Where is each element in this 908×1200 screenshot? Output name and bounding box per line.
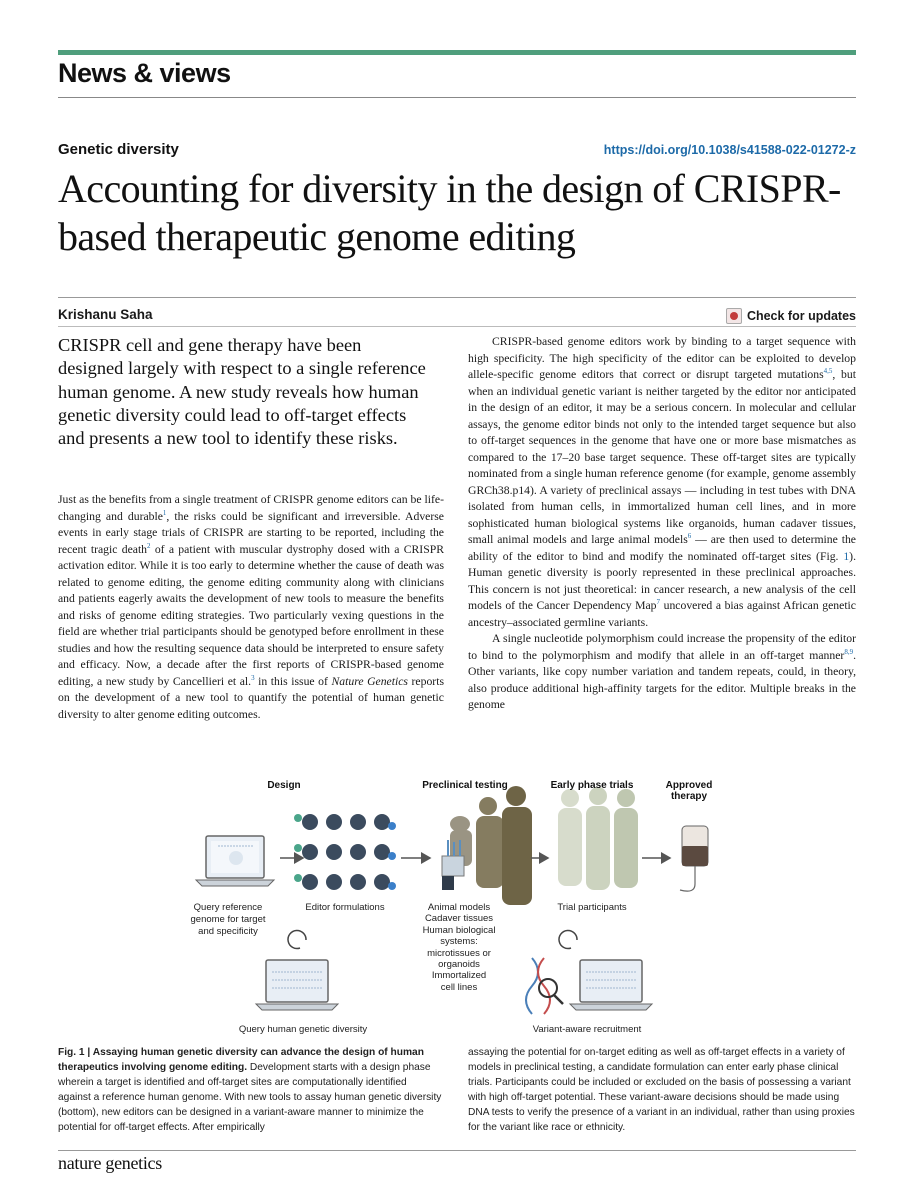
article-title: Accounting for diversity in the design of CRISPR-based therapeutic genome editing bbox=[58, 166, 841, 259]
body-column-right bbox=[468, 334, 856, 714]
figure-1 bbox=[58, 776, 856, 1044]
figure-header-design: Design bbox=[267, 780, 301, 791]
figure-header-preclinical: Preclinical testing bbox=[422, 780, 508, 791]
figure-caption-right: assaying the potential for on-target editing as well as off-target effects in a variety of models in preclinical testing, a candidate formulation can enter early phase clinical trials. Participants could be included or excluded on the basis of possessing a variant with high off-target potential. These variant-aware decisions should be made using DNA tests to verify the presence of a variant in an individual, rather than using proxies for the variant like race or ethnicity. bbox=[468, 1047, 855, 1134]
header-divider bbox=[58, 97, 856, 98]
figure-header-approved: Approved therapy bbox=[665, 780, 713, 802]
figure-label-query-reference: Query reference genome for target and specificity bbox=[190, 902, 266, 937]
body-paragraph: CRISPR-based genome editors work by binding to a target sequence with high specificity. The high specificity of the editor can be exploited to develop allele-specific genome editors that correct or disrupt targeted mutations$^{4,5}$, but when an individual genetic variant is neither targeted by the editor nor anticipated in the design of an editor, it may be a serious concern. In molecular and cellular assays, the genome editor binds not only to the intended target sequence but also to off-target sequences in the genome that have one or more base mismatches as compared to the 17–20 base target sequence. These off-target sites are typically nominated from a single human reference genome (for example, genome assembly GRCh38.p14). A variety of preclinical assays — including in test tubes with DNA isolated from human cells, in immortalized human cell lines, and in more sophisticated human biological systems like organoids, human cadaver tissues, small animal models and large animal models$^6$ — are then used to determine the ability of the editor to bind and modify the nominated off-target sites (Fig. 1). Human genetic diversity is poorly represented in these preclinical approaches. This concern is not just theoretical: in cancer research, a new analysis of the cell models of the Cancer Dependency Map$^7$ uncovered a bias against African genetic ancestry–associated germline variants. bbox=[468, 335, 856, 629]
body-column-left bbox=[58, 492, 444, 723]
figure-link[interactable]: 1 bbox=[843, 549, 850, 563]
title-divider bbox=[58, 297, 856, 298]
author-name[interactable]: Krishanu Saha bbox=[58, 307, 153, 322]
journal-footer: nature genetics bbox=[58, 1153, 162, 1173]
top-accent-bar bbox=[58, 50, 856, 55]
dna-magnifier-icon bbox=[526, 958, 563, 1014]
reference-link[interactable]: 2 bbox=[147, 541, 151, 550]
standfirst: CRISPR cell and gene therapy have been designed largely with respect to a single reference human genome. A new study reveals how human genetic diversity could lead to off-target effects and presents a new tool to identify these risks. bbox=[58, 335, 426, 449]
figure-label-preclinical: Animal models Cadaver tissues Human biological systems: microtissues or organoids Immortalized cell lines bbox=[422, 902, 496, 993]
journal-section-title: News & views bbox=[58, 58, 231, 88]
author-divider bbox=[58, 326, 856, 327]
iv-bag-icon bbox=[680, 826, 708, 891]
body-paragraph: A single nucleotide polymorphism could increase the propensity of the editor to bind to the polymorphism and modify that allele in an off-target manner$^{8,9}$. Other variants, like copy number variation and tandem repeats, could, in theory, also produce additional high-affinity targets for the editor. Multiple breaks in the genome bbox=[468, 632, 856, 711]
laptop-icon bbox=[570, 960, 652, 1010]
reference-link[interactable]: 1 bbox=[162, 508, 167, 517]
figure-caption-left: Fig. 1 | Assaying human genetic diversity can advance the design of human therapeutics involving genome editing. Development starts with a design phase wherein a target is identified and off-target sites are computationally identified against a reference human genome. With new tools to assay human genetic diversity (bottom), new editors can be designed in a variant-aware manner to minimize the potential for off-target effects. After empirically bbox=[58, 1047, 442, 1134]
footer-divider bbox=[58, 1150, 856, 1151]
laptop-icon bbox=[196, 836, 274, 886]
article-category: Genetic diversity bbox=[58, 141, 179, 158]
check-updates-button[interactable] bbox=[726, 308, 856, 324]
check-updates-icon bbox=[726, 308, 742, 324]
figure-header-early-phase: Early phase trials bbox=[550, 780, 634, 791]
figure-label-editor: Editor formulations bbox=[305, 902, 385, 913]
reference-link[interactable]: 8,9 bbox=[844, 647, 854, 656]
trial-participants-icon bbox=[558, 787, 638, 890]
figure-label-trial: Trial participants bbox=[557, 902, 627, 913]
figure-label-query-diversity: Query human genetic diversity bbox=[238, 1024, 368, 1035]
reference-link[interactable]: 4,5 bbox=[823, 367, 833, 376]
preclinical-figures-icon bbox=[442, 786, 532, 905]
doi-link[interactable]: https://doi.org/10.1038/s41588-022-01272-z bbox=[603, 143, 856, 157]
laptop-icon bbox=[256, 960, 338, 1010]
check-updates-label: Check for updates bbox=[746, 309, 856, 323]
body-paragraph: Just as the benefits from a single treatment of CRISPR genome editors can be life-changing and durable$^1$, the risks could be significant and irreversible. Adverse events in early stage trials of CRISPR are starting to be reported, including the recent tragic death$^2$ of a patient with muscular dystrophy dosed with a CRISPR activation editor. While it is too early to determine whether the cause of death was related to genome editing, the genome editing community along with clinicians and patients eagerly awaits the development of new tools to measure the benefits and risks of genome editing strategies. Two particularly vexing questions in the field are whether trial participants should be genotyped before enrollment in these studies and how the resulting sequence data should be interpreted to ensure safety and efficacy. Now, a decade after the first reports of CRISPR-based genome editing, a new study by Cancellieri et al.$^3$ in this issue of Nature Genetics reports on the development of a new tool to quantify the potential of human genetic diversity to alter genome editing outcomes. bbox=[58, 493, 444, 721]
figure-label-variant-aware: Variant-aware recruitment bbox=[532, 1024, 642, 1035]
reference-link[interactable]: 6 bbox=[687, 532, 692, 541]
editor-formulations-icon bbox=[294, 814, 396, 890]
reference-link[interactable]: 7 bbox=[656, 598, 661, 607]
reference-link[interactable]: 3 bbox=[251, 673, 255, 682]
